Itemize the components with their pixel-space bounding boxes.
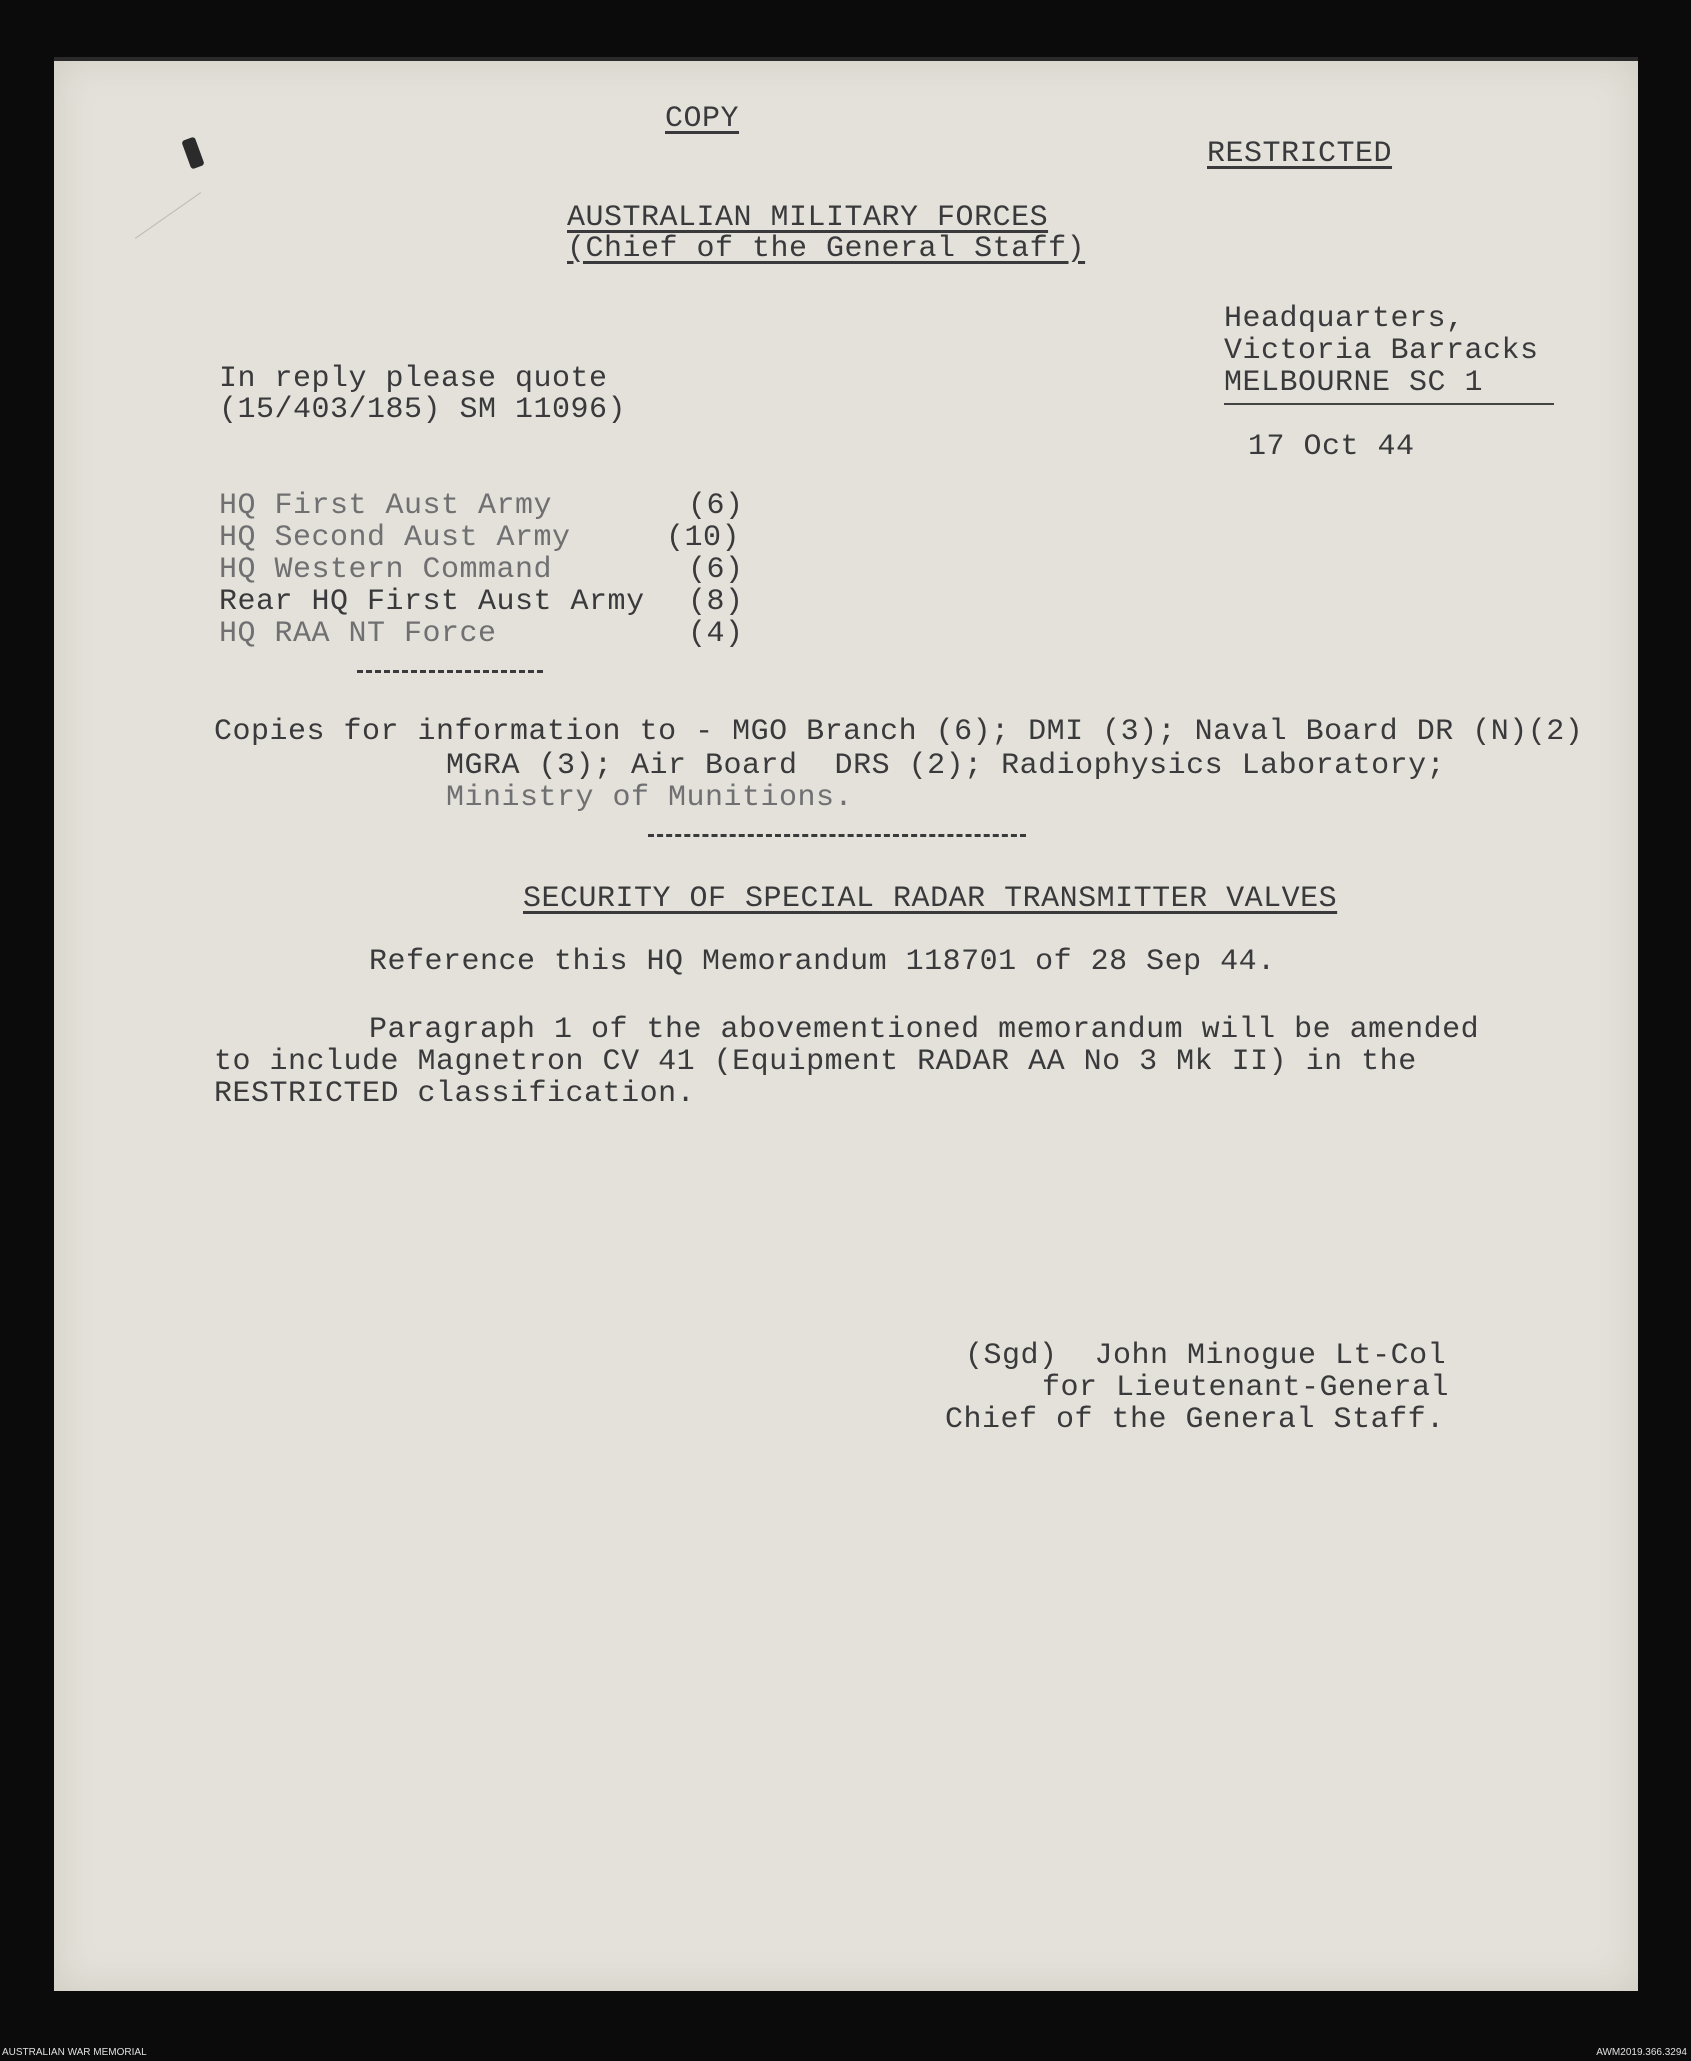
copies-info-line-2: MGRA (3); Air Board DRS (2); Radiophysics Laboratory; bbox=[446, 749, 1446, 783]
distribution-copies: (10) bbox=[666, 521, 741, 555]
distribution-copies: (4) bbox=[688, 617, 744, 651]
copies-info-line-3: Ministry of Munitions. bbox=[446, 781, 854, 815]
paragraph-line-2: to include Magnetron CV 41 (Equipment RADAR AA No 3 Mk II) in the bbox=[214, 1045, 1417, 1079]
distribution-unit: HQ RAA NT Force bbox=[219, 617, 497, 651]
distribution-unit: HQ First Aust Army bbox=[219, 489, 553, 523]
signature-line-3: Chief of the General Staff. bbox=[945, 1403, 1445, 1437]
signature-line-2: for Lieutenant-General bbox=[1042, 1371, 1450, 1405]
document-date: 17 Oct 44 bbox=[1248, 430, 1415, 464]
distribution-copies: (8) bbox=[688, 585, 744, 619]
subject-heading: SECURITY OF SPECIAL RADAR TRANSMITTER VALVES bbox=[523, 882, 1338, 916]
distribution-unit: Rear HQ First Aust Army bbox=[219, 585, 645, 619]
paragraph-line-1: Paragraph 1 of the abovementioned memorandum will be amended bbox=[369, 1013, 1480, 1047]
distribution-copies: (6) bbox=[688, 553, 744, 587]
copies-info-line-1: Copies for information to - MGO Branch (6); DMI (3); Naval Board DR (N)(2) bbox=[214, 715, 1584, 749]
reference-line-1: In reply please quote bbox=[219, 362, 608, 396]
distribution-unit: HQ Western Command bbox=[219, 553, 553, 587]
separator-line bbox=[648, 834, 1026, 837]
org-subtitle: (Chief of the General Staff) bbox=[567, 232, 1086, 266]
separator-line bbox=[357, 670, 543, 673]
archive-reference: AWM2019.366.3294 bbox=[1596, 2047, 1687, 2058]
restricted-label: RESTRICTED bbox=[1207, 137, 1393, 171]
address-line-1: Headquarters, bbox=[1224, 302, 1465, 336]
signature-line-1: (Sgd) John Minogue Lt-Col bbox=[965, 1339, 1447, 1373]
archive-credit: AUSTRALIAN WAR MEMORIAL bbox=[2, 2047, 147, 2058]
distribution-copies: (6) bbox=[688, 489, 744, 523]
reference-line-2: (15/403/185) SM 11096) bbox=[219, 393, 627, 427]
reference-memo-line: Reference this HQ Memorandum 118701 of 28 Sep 44. bbox=[369, 945, 1276, 979]
address-line-3: MELBOURNE SC 1 bbox=[1224, 367, 1554, 405]
copy-label: COPY bbox=[665, 102, 740, 136]
org-title: AUSTRALIAN MILITARY FORCES bbox=[567, 201, 1049, 235]
distribution-unit: HQ Second Aust Army bbox=[219, 521, 571, 555]
paragraph-line-3: RESTRICTED classification. bbox=[214, 1077, 696, 1111]
address-line-2: Victoria Barracks bbox=[1224, 334, 1539, 368]
